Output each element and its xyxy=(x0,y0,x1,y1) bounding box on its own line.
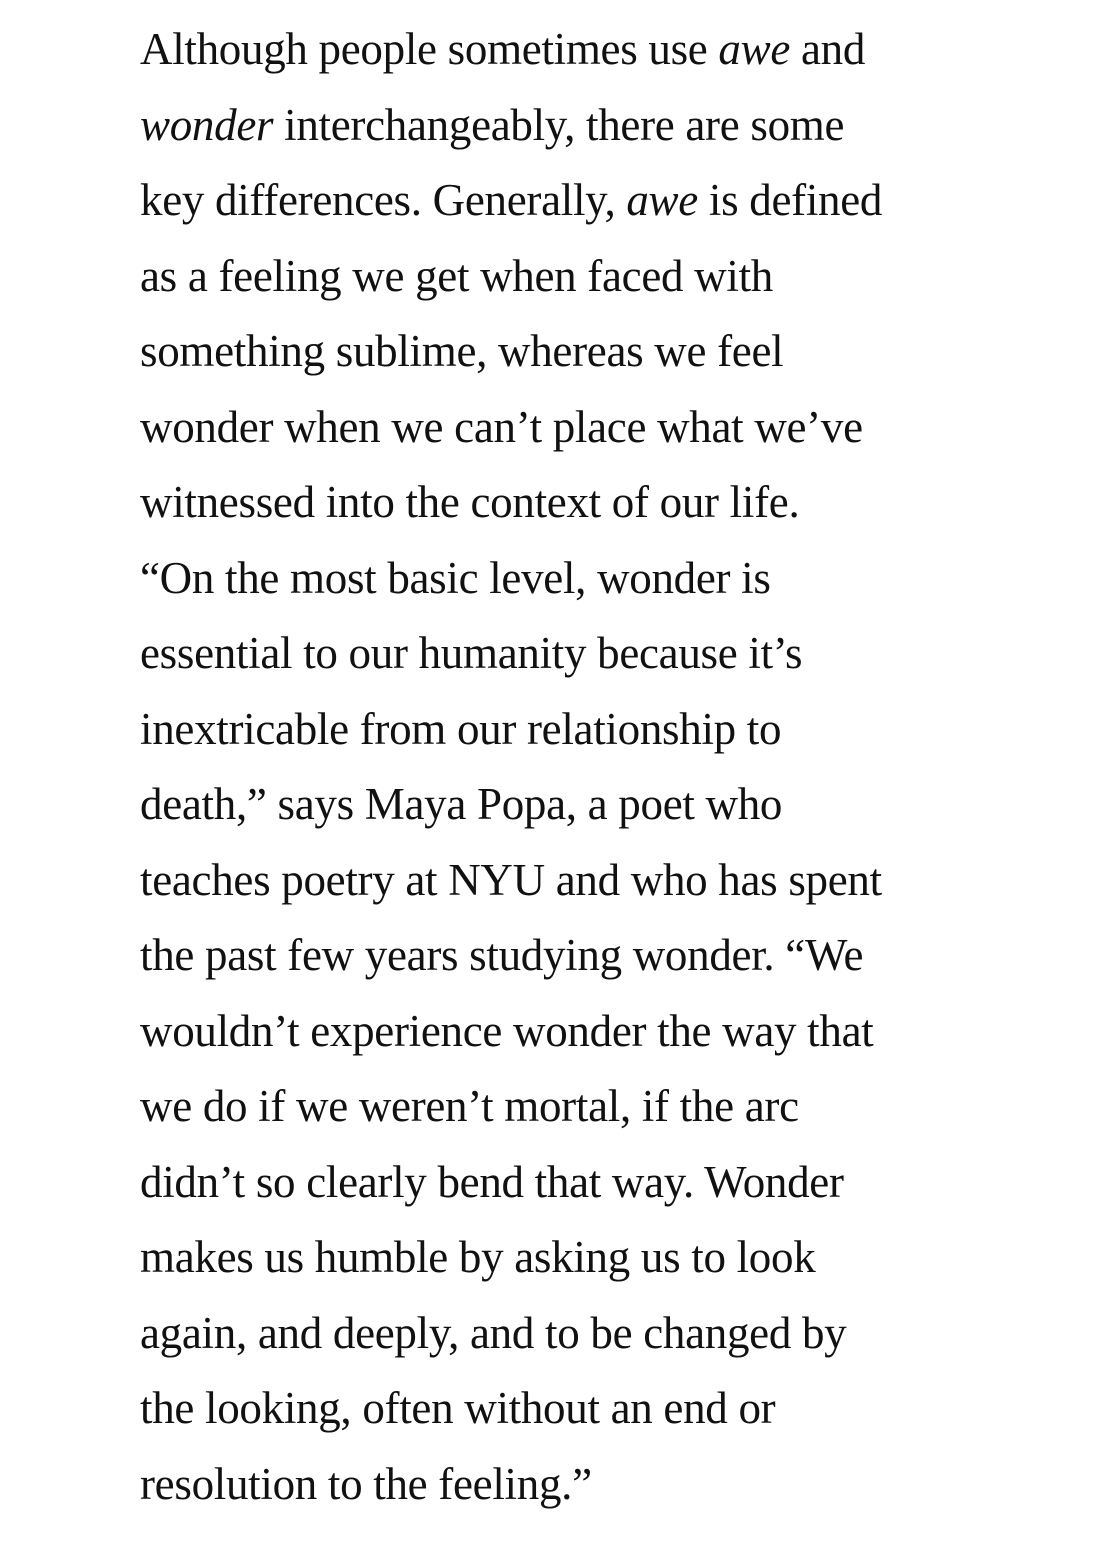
article-paragraph xyxy=(140,12,1040,1522)
text-line: witnessed into the context of our life. xyxy=(140,477,800,527)
quote-line: essential to our humanity because it’s xyxy=(140,628,803,678)
article-body xyxy=(140,12,1040,1522)
quote-line: the looking, often without an end or xyxy=(140,1383,776,1433)
text-line: wonder when we can’t place what we’ve xyxy=(140,401,863,452)
text-line: wonder interchangeably, there are some xyxy=(140,99,845,150)
text-line: something sublime, whereas we feel xyxy=(140,326,784,376)
text-line: as a feeling we get when faced with xyxy=(140,250,773,301)
italic-term-wonder: wonder xyxy=(140,99,274,150)
attribution-line: death,” says Maya Popa, a poet who xyxy=(140,779,783,829)
quote-line: inextricable from our relationship to xyxy=(140,703,782,754)
quote-line: resolution to the feeling.” xyxy=(140,1458,592,1509)
attribution-line: teaches poetry at NYU and who has spent xyxy=(140,854,882,905)
quote-line: didn’t so clearly bend that way. Wonder xyxy=(140,1156,844,1207)
quote-line: wouldn’t experience wonder the way that xyxy=(140,1005,874,1056)
attribution-line: the past few years studying wonder. “We xyxy=(140,930,864,980)
quote-line: “On the most basic level, wonder is xyxy=(140,552,771,603)
quote-line: makes us humble by asking us to look xyxy=(140,1232,816,1282)
text-line: Although people sometimes use awe and xyxy=(140,24,866,74)
italic-term-awe: awe xyxy=(718,24,791,74)
quote-line: again, and deeply, and to be changed by xyxy=(140,1307,847,1358)
text-line: key differences. Generally, awe is defined xyxy=(140,175,883,225)
quote-line: we do if we weren’t mortal, if the arc xyxy=(140,1081,799,1131)
italic-term-awe: awe xyxy=(626,175,698,225)
